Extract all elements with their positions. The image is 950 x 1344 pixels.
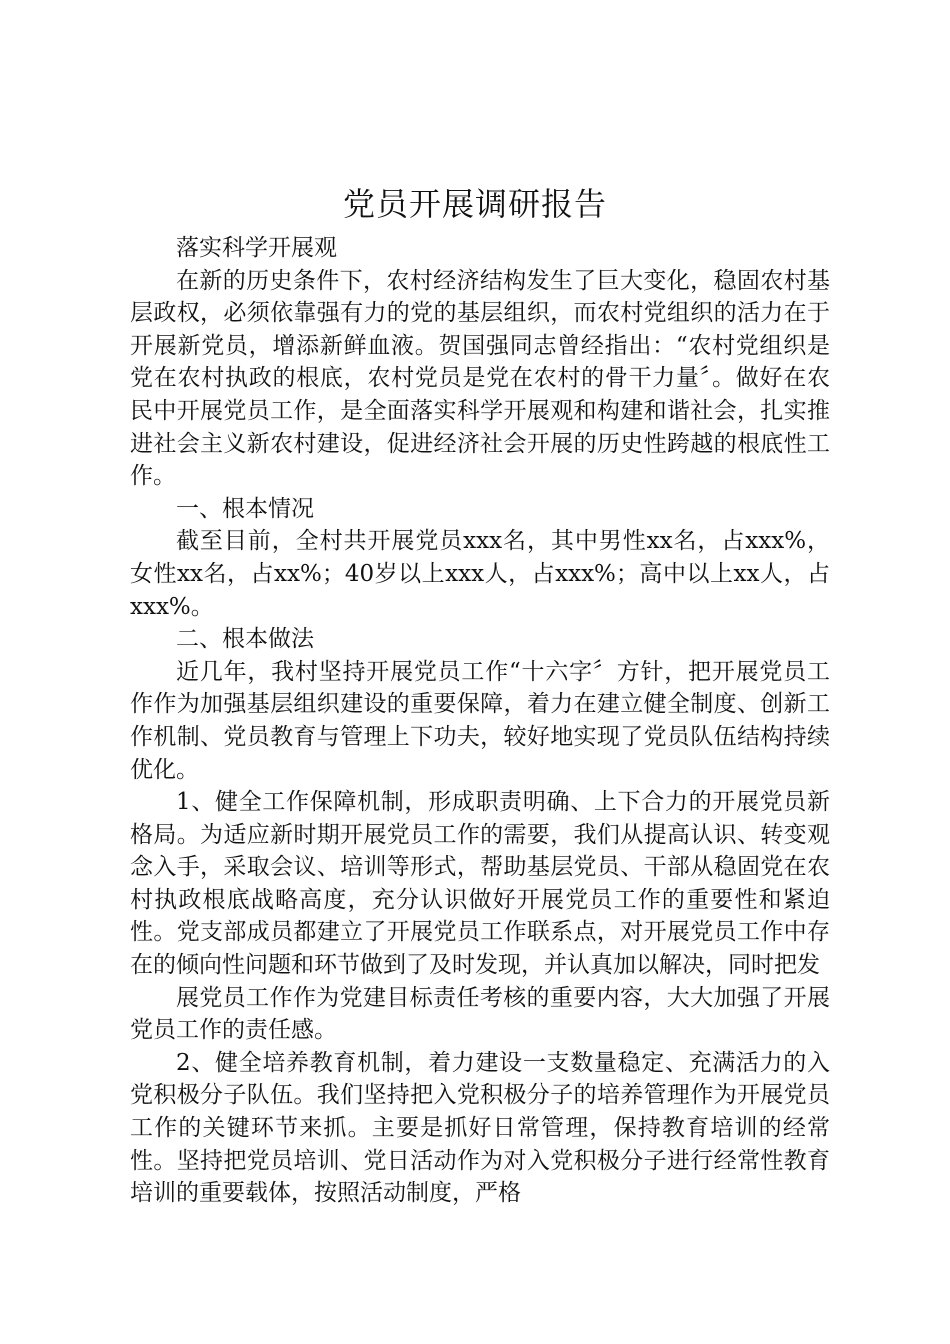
paragraph-item-2: 2、健全培养教育机制，着力建设一支数量稳定、充满活力的入党积极分子队伍。我们坚持把入党积极分子的培养管理作为开展党员工作的关键环节来抓。主要是抓好日常管理，保持教育培训的经常性。坚持把党员培训、党日活动作为对入党积极分子进行经常性教育培训的重要载体，按照活动制度，严格: [130, 1049, 830, 1207]
paragraph-intro: 在新的历史条件下，农村经济结构发生了巨大变化，稳固农村基层政权，必须依靠强有力的党的基层组织，而农村党组织的活力在于开展新党员，增添新鲜血液。贺国强同志曾经指出：“农村党组织是党在农村执政的根底，农村党员是党在农村的骨干力量〞。做好在农民中开展党员工作，是全面落实科学开展观和构建和谐社会，扎实推进社会主义新农村建设，促进经济社会开展的历史性跨越的根底性工作。: [130, 267, 830, 490]
paragraph-methods-overview: 近几年，我村坚持开展党员工作“十六字〞方针，把开展党员工作作为加强基层组织建设的重要保障，着力在建立健全制度、创新工作机制、党员教育与管理上下功夫，较好地实现了党员队伍结构持续优化。: [130, 658, 830, 783]
paragraph-subtitle: 落实科学开展观: [176, 235, 337, 261]
paragraph-item-1: 1、健全工作保障机制，形成职责明确、上下合力的开展党员新格局。为适应新时期开展党员工作的需要，我们从提高认识、转变观念入手，采取会议、培训等形式，帮助基层党员、干部从稳固党在农村执政根底战略高度，充分认识做好开展党员工作的重要性和紧迫性。党支部成员都建立了开展党员工作联系点，对开展党员工作中存在的倾向性问题和环节做到了及时发现，并认真加以解决，同时把发: [130, 789, 830, 979]
paragraph-statistics: 截至目前，全村共开展党员xxx名，其中男性xx名，占xxx%，女性xx名，占xx%；40岁以上xxx人，占xxx%；高中以上xx人，占xxx%。: [130, 528, 830, 620]
document-body: [130, 232, 830, 1210]
document-title: 党员开展调研报告: [342, 185, 607, 223]
section-heading-basic-situation: 一、根本情况: [176, 495, 314, 522]
paragraph-item-1-continued: 展党员工作作为党建目标责任考核的重要内容，大大加强了开展党员工作的责任感。: [130, 984, 830, 1044]
section-heading-basic-methods: 二、根本做法: [176, 626, 314, 653]
